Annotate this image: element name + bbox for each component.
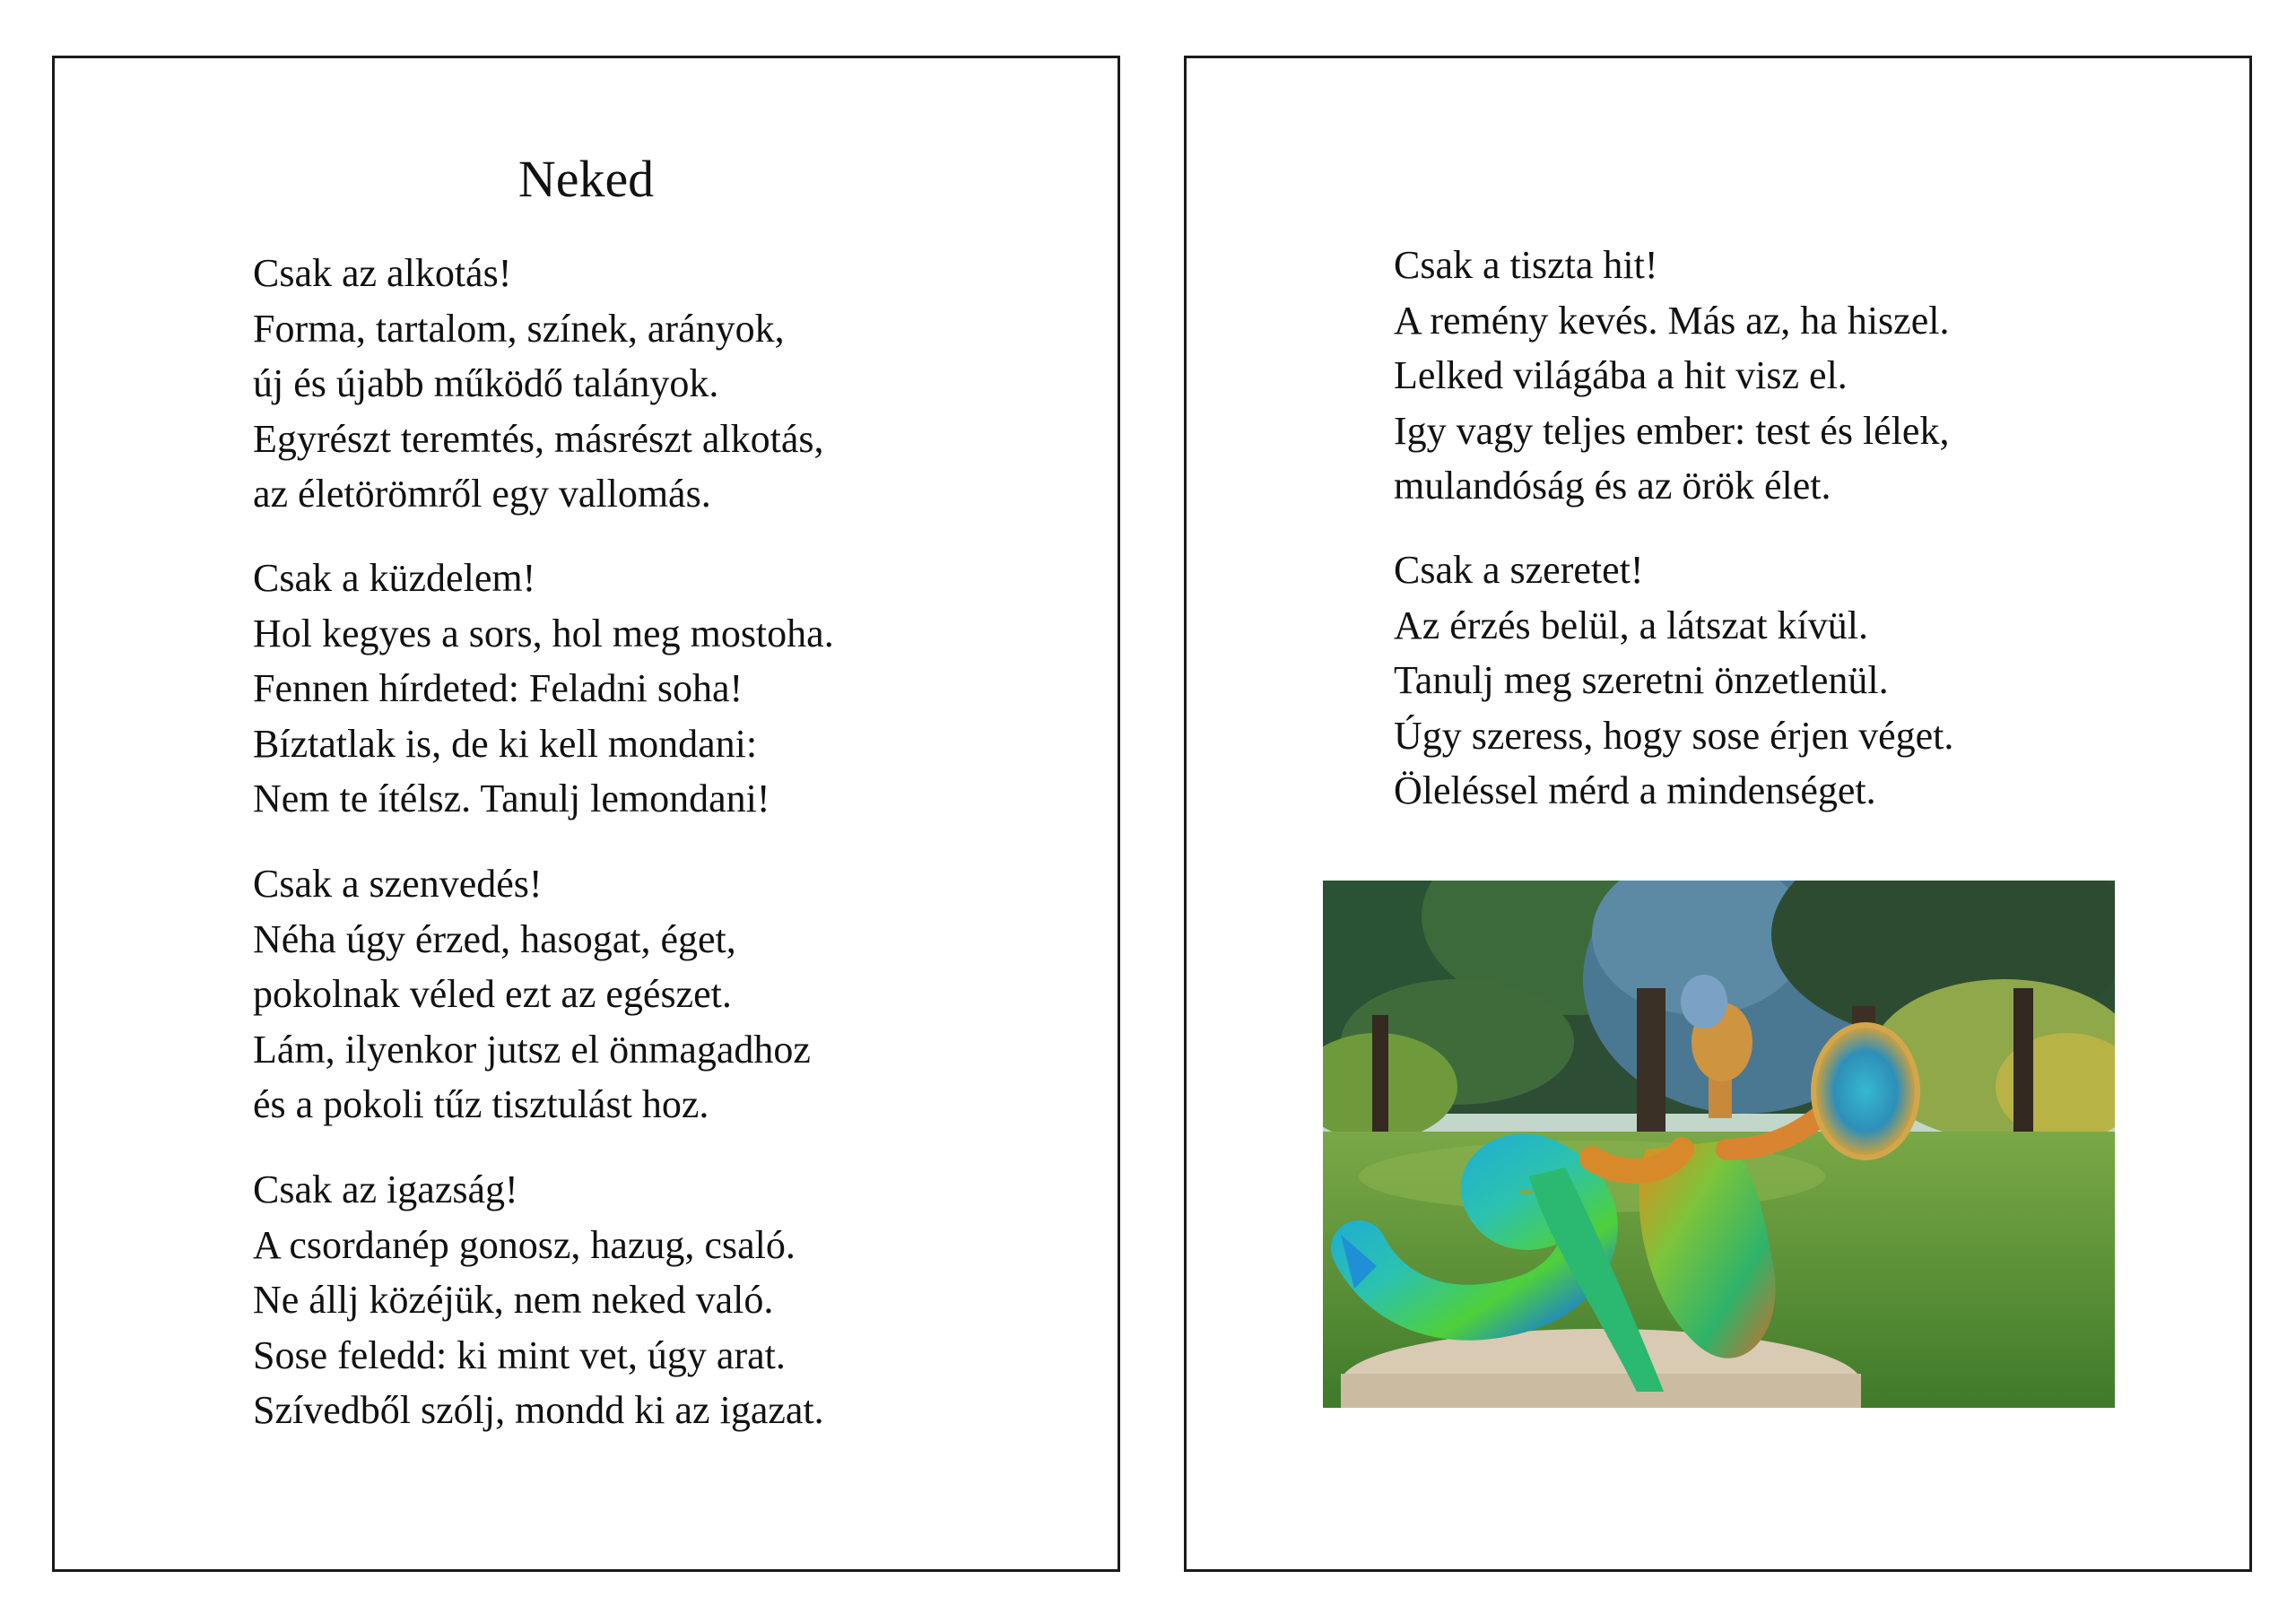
poem-line: Lelked világába a hit visz el.: [1394, 353, 1848, 398]
poem-line: A csordanép gonosz, hazug, csaló.: [253, 1222, 796, 1267]
poem-title: Neked: [517, 150, 655, 208]
stanza: [253, 1162, 824, 1438]
poem-line: Csak az alkotás!: [253, 251, 512, 295]
poem-line: Csak a tiszta hit!: [1394, 243, 1658, 287]
poem-line: Szívedből szólj, mondd ki az igazat.: [253, 1388, 824, 1433]
poem-line: Úgy szeress, hogy sose érjen véget.: [1394, 713, 1954, 758]
poem-line: Sose feledd: ki mint vet, úgy arat.: [253, 1332, 786, 1377]
poem-line: Csak a szeretet!: [1394, 548, 1644, 592]
poem-line: Nem te ítélsz. Tanulj lemondani!: [253, 777, 770, 821]
poem-line: Hol kegyes a sors, hol meg mostoha.: [253, 611, 834, 655]
poem-line: Öleléssel mérd a mindenséget.: [1394, 768, 1876, 813]
poem-line: Bíztatlak is, de ki kell mondani:: [253, 721, 758, 766]
stanza: [253, 551, 834, 827]
poem-line: új és újabb működő talányok.: [253, 361, 719, 406]
right-page: [1184, 56, 2252, 1572]
mermaid-statue-photo: [1323, 881, 2115, 1408]
poem-line: A remény kevés. Más az, ha hiszel.: [1394, 298, 1950, 343]
left-page: [52, 56, 1120, 1572]
poem-line: Csak a küzdelem!: [253, 556, 536, 600]
stanza: [1394, 542, 1953, 819]
poem-line: az életörömről egy vallomás.: [253, 472, 711, 516]
poem-line: Egyrészt teremtés, másrészt alkotás,: [253, 416, 824, 461]
stanza: [253, 856, 811, 1133]
poem-line: Lám, ilyenkor jutsz el önmagadhoz: [253, 1027, 811, 1072]
poem-line: Fennen hírdeted: Feladni soha!: [253, 666, 744, 711]
poem-line: Ne állj közéjük, nem neked való.: [253, 1278, 774, 1323]
poem-line: Néha úgy érzed, hasogat, éget,: [253, 916, 736, 961]
poem-line: és a pokoli tűz tisztulást hoz.: [253, 1082, 709, 1127]
poem-line: Csak az igazság!: [253, 1167, 518, 1211]
poem-line: pokolnak véled ezt az egészet.: [253, 972, 732, 1017]
poem-line: Csak a szenvedés!: [253, 862, 543, 906]
stanza: [253, 246, 824, 522]
poem-line: Forma, tartalom, színek, arányok,: [253, 306, 785, 351]
poem-line: mulandóság és az örök élet.: [1394, 464, 1831, 508]
poem-line: Tanulj meg szeretni önzetlenül.: [1394, 658, 1889, 703]
poem-line: Igy vagy teljes ember: test és lélek,: [1394, 408, 1950, 453]
stanza: [1394, 238, 1949, 514]
mermaid-statue-icon: [1323, 881, 2115, 1408]
poem-line: Az érzés belül, a látszat kívül.: [1394, 603, 1869, 647]
